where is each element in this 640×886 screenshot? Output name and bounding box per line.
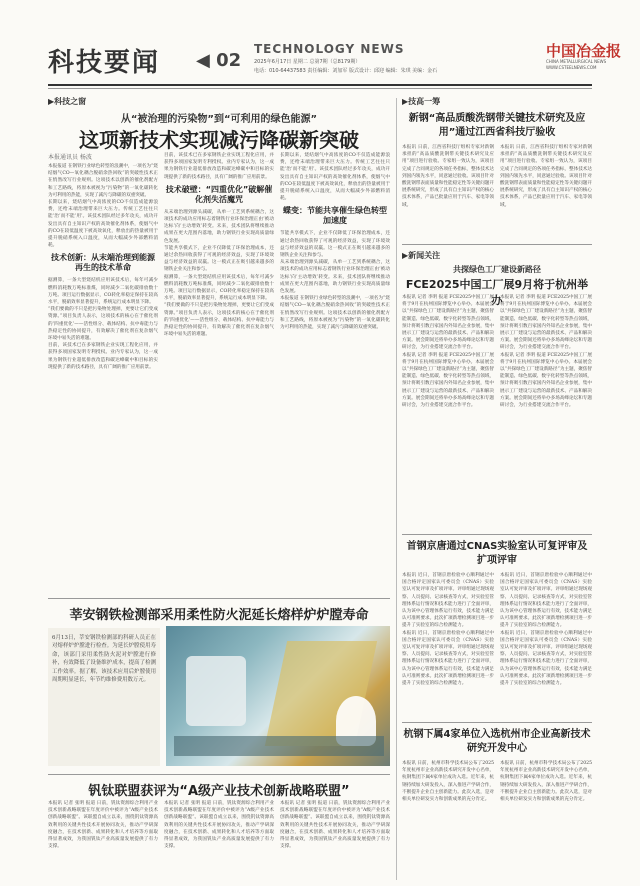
section-tag-right-2: ▶新闻关注 [402, 251, 441, 260]
left-col-2 [164, 152, 274, 582]
right-body-2d: 本报讯 记者 李明 报道 FCE2025中国工厂展将于9月在杭州国际博览中心举办。本届展会以“共探绿色工厂建设新路径”为主题，聚焦智能制造、绿色低碳、数字化转型等热点领域，预计将吸引数百家国内外知名企业参展，集中展示工厂建设与运营的最新技术、产品和解决方案。展会期间还将举办多场高峰论坛和专题研讨会，为行业搭建交流合作平台。 [500, 352, 592, 409]
right-story4-col-2 [500, 760, 592, 880]
right-body-2: 本报讯 记者 李明 报道 FCE2025中国工厂展将于9月在杭州国际博览中心举办。本届展会以“共探绿色工厂建设新路径”为主题，聚焦智能制造、绿色低碳、数字化转型等热点领域，预计将吸引数百家国内外知名企业参展，集中展示工厂建设与运营的最新技术、产品和解决方案。展会期间还将举办多场高峰论坛和专题研讨会，为行业搭建交流合作平台。 [402, 295, 494, 351]
right-story3-columns [402, 572, 592, 718]
right-body-4b: 本报讯 日前，杭州市科学技术局公布了2025年度杭州市企业高新技术研究开发中心名单，杭钢集团下属4家单位成功入选。近年来，杭钢持续加大研发投入，深入推进产学研合作，不断提升企业自主创新能力。此次入选，是对相关单位研发实力和创新成果的充分肯定。 [500, 761, 592, 803]
left-body-a3: 本报报道 在钢铁行业绿色转型的浪潮中，一项名为“烧结烟气CO—氧化耦合脱硝余热回收”的突破性技术正在悄然改写行业规则。这项技术以创新的催化剂配方和工艺路线，将原本被视为“污染物”的一氧化碳转化为可利用的热能，实现了减污与降碳的双重突破。 [280, 296, 390, 331]
left-story-columns [48, 152, 390, 582]
left-body-g: 节能共享模式下，企业不仅降低了环保治理成本，还通过余热回收获得了可观的经济效益，实现了环境效益与经济效益的双赢。这一模式正在吸引越来越多的钢铁企业关注和参与。 [164, 245, 274, 273]
right-story4-columns [402, 760, 592, 880]
bottom-left-body-3: 本报讯 记者 张明 报道 日前，钒钛资源综合利用产业技术创新战略联盟在年度评价中被评为“A级产业技术创新战略联盟”。该联盟自成立以来，围绕钒钛资源高效利用的关键共性技术开展协同攻关，推动产学研深度融合，在技术创新、成果转化和人才培养等方面取得显著成效，为我国钒钛产业高质量发展提供了有力支撑。 [280, 801, 390, 850]
bottom-left-body: 本报讯 记者 张明 报道 日前，钒钛资源综合利用产业技术创新战略联盟在年度评价中被评为“A级产业技术创新战略联盟”。该联盟自成立以来，围绕钒钛资源高效利用的关键共性技术开展协同攻关，推动产学研深度融合，在技术创新、成果转化和人才培养等方面取得显著成效，为我国钒钛产业高质量发展提供了有力支撑。 [48, 801, 158, 850]
left-headline: 这项新技术实现减污降碳新突破 [79, 128, 359, 152]
right-body-3b: 本报讯 近日，首钢京唐检验中心顺利通过中国合格评定国家认可委员会（CNAS）实验室认可复评审及扩项评审。评审组通过现场观察、人员提问、记录核查等方式，对实验室管理体系运行情况和技术能力进行了全面评审，认为该中心管理体系运行有效，技术能力满足认可准则要求。此次扩项新增检测项目进一步提升了实验室的综合检测能力。 [402, 630, 494, 687]
left-body-a: 本报报道 在钢铁行业绿色转型的浪潮中，一项名为“烧结烟气CO—氧化耦合脱硝余热回收”的突破性技术正在悄然改写行业规则。这项技术以创新的催化剂配方和工艺路线，将原本被视为“污染物”的一氧化碳转化为可利用的热能，实现了减污与降碳的双重突破。 [48, 164, 158, 198]
right-story4-col-1 [402, 760, 494, 880]
section-tag-left: ▶科技之窗 [48, 97, 87, 106]
left-body-b2: “我们要做的不只是把污染物处理掉，更要让它们变成资源。”项目负责人表示，这项技术的核心在于催化剂的‘四重优化’——活性组分、载体结构、抗中毒能力与热稳定性的协同提升，有效解决了催化剂在复杂烟气环境中易失活的难题。 [164, 303, 274, 338]
left-author: 本报通讯员 杨波 [48, 154, 92, 161]
column-separator [396, 98, 397, 880]
left-body-e: 目前，该技术已在多家钢铁企业实现工程化应用，并获得多项国家发明专利授权。业内专家认为，这一成果为钢铁行业超低排放改造和碳达峰碳中和目标的实现提供了新的技术路径，具有广阔的推广应用前景。 [164, 153, 274, 180]
bottom-left-columns [48, 800, 390, 880]
right-body-1b: 本报讯 日前，江西省科技厅组织专家对新钢承担的“高品质酸洗钢带关键技术研究及应用”项目进行验收。专家组一致认为，该项目完成了合同规定的各项任务指标，整体技术达到国内领先水平，同意通过验收。该项目针对酸洗钢带表面质量和性能稳定性等关键问题开展系统研究，形成了具有自主知识产权的核心技术体系，产品已批量应用于汽车、家电等领域。 [500, 145, 592, 208]
column-title: 科技要闻 [48, 48, 161, 78]
bottom-left-headline: 钒钛联盟获评为“A级产业技术创新战略联盟” [88, 784, 350, 799]
logo-subtitle [546, 59, 606, 71]
right-kicker-2: 共探绿色工厂建设新路径 [453, 265, 541, 274]
right-body-2c: 本报讯 记者 李明 报道 FCE2025中国工厂展将于9月在杭州国际博览中心举办。本届展会以“共探绿色工厂建设新路径”为主题，聚焦智能制造、绿色低碳、数字化转型等热点领域，预计将吸引数百家国内外知名企业参展，集中展示工厂建设与运营的最新技术、产品和解决方案。展会期间还将举办多场高峰论坛和专题研讨会，为行业搭建交流合作平台。 [500, 295, 592, 351]
photo-furnace [186, 656, 246, 726]
header-info [254, 58, 524, 76]
right-story2-col-2 [500, 294, 592, 530]
right-story3-col-1 [402, 572, 494, 718]
right-divider-2 [402, 534, 592, 535]
left-col-1 [48, 152, 158, 582]
right-body-3c: 本报讯 近日，首钢京唐检验中心顺利通过中国合格评定国家认可委员会（CNAS）实验室认可复评审及扩项评审。评审组通过现场观察、人员提问、记录核查等方式，对实验室管理体系运行情况和技术能力进行了全面评审，认为该中心管理体系运行有效，技术能力满足认可准则要求。此次扩项新增检测项目进一步提升了实验室的综合检测能力。 [500, 573, 592, 629]
page-number: ◀ 02 [196, 50, 242, 71]
right-headline-3: 首钢京唐通过CNAS实验室认可复评审及扩项评审 [406, 541, 588, 566]
photo-caption: 6月13日，莘安钢铁检测部的科研人员正在对熔样炉炉膛进行检查。为延长炉膛使用寿命，该部门采用柔性防火泥对炉膛进行修补，有效降低了设备维护成本，提高了检测工作效率。据了解，该技术应用后炉膛使用周期明显延长，年节约维修费用数万元。 [52, 635, 156, 684]
right-headline-4: 杭钢下属4家单位入选杭州市企业高新技术研究开发中心 [403, 729, 591, 754]
right-body-3d: 本报讯 近日，首钢京唐检验中心顺利通过中国合格评定国家认可委员会（CNAS）实验室认可复评审及扩项评审。评审组通过现场观察、人员提问、记录核查等方式，对实验室管理体系运行情况和技术能力进行了全面评审，认为该中心管理体系运行有效，技术能力满足认可准则要求。此次扩项新增检测项目进一步提升了实验室的综合检测能力。 [500, 630, 592, 687]
left-body-f2: 长期以来，烧结烟气中高浓度的CO不仅造成能源浪费，还给末端治理带来巨大压力。传统工艺往往只能‘治’而不能‘用’。该技术团队经过多年攻关，成功开发出具有自主知识产权的高效催化剂体系，使烟气中的CO在较低温度下被高效氧化，释放出的热量被用于提升脱硝系统入口温度，从而大幅减少外部燃料消耗。 [280, 153, 390, 202]
right-divider-3 [402, 722, 592, 723]
newspaper-logo: 中国冶金报 [546, 42, 622, 60]
left-body-c: 据测算，一条大型烧结机应用该技术后，每年可减少燃料消耗数万吨标准煤，同时减少二氧化碳排放数十万吨。项目运行数据显示，CO转化率稳定保持在较高水平，脱硝效率显著提升，系统运行成本明显下降。 [48, 278, 158, 306]
header-info-line2: 电话：010-64437583 责任编辑：刘加军 版式设计：邱迎 编辑：朱琪 美编：金石 [254, 68, 438, 74]
left-subhead-2: 技术创新：从末端治理到能源再生的技术革命 [51, 253, 155, 273]
left-col-3 [280, 152, 390, 582]
left-body-b: 长期以来，烧结烟气中高浓度的CO不仅造成能源浪费，还给末端治理带来巨大压力。传统工艺往往只能‘治’而不能‘用’。该技术团队经过多年攻关，成功开发出具有自主知识产权的高效催化剂体系，使烟气中的CO在较低温度下被高效氧化，释放出的热量被用于提升脱硝系统入口温度，从而大幅减少外部燃料消耗。 [48, 200, 158, 249]
right-body-3: 本报讯 近日，首钢京唐检验中心顺利通过中国合格评定国家认可委员会（CNAS）实验室认可复评审及扩项评审。评审组通过现场观察、人员提问、记录核查等方式，对实验室管理体系运行情况和技术能力进行了全面评审，认为该中心管理体系运行有效，技术能力满足认可准则要求。此次扩项新增检测项目进一步提升了实验室的综合检测能力。 [402, 573, 494, 629]
logo-sub-english: CHINA METALLURGICAL NEWS [546, 59, 607, 64]
bottom-left-col-2 [164, 800, 274, 880]
left-kicker: 从“被治理的污染物”到“可利用的绿色能源” [120, 114, 318, 125]
bottom-left-body-2: 本报讯 记者 张明 报道 日前，钒钛资源综合利用产业技术创新战略联盟在年度评价中被评为“A级产业技术创新战略联盟”。该联盟自成立以来，围绕钒钛资源高效利用的关键共性技术开展协同攻关，推动产学研深度融合，在技术创新、成果转化和人才培养等方面取得显著成效，为我国钒钛产业高质量发展提供了有力支撑。 [164, 801, 274, 850]
photo-floor [174, 736, 384, 756]
right-body-2b: 本报讯 记者 李明 报道 FCE2025中国工厂展将于9月在杭州国际博览中心举办。本届展会以“共探绿色工厂建设新路径”为主题，聚焦智能制造、绿色低碳、数字化转型等热点领域，预计将吸引数百家国内外知名企业参展，集中展示工厂建设与运营的最新技术、产品和解决方案。展会期间还将举办多场高峰论坛和专题研讨会，为行业搭建交流合作平台。 [402, 352, 494, 409]
right-body-4: 本报讯 日前，杭州市科学技术局公布了2025年度杭州市企业高新技术研究开发中心名单，杭钢集团下属4家单位成功入选。近年来，杭钢持续加大研发投入，深入推进产学研合作，不断提升企业自主创新能力。此次入选，是对相关单位研发实力和创新成果的充分肯定。 [402, 761, 494, 803]
right-divider-1 [402, 244, 592, 245]
right-story1-col-1 [402, 144, 494, 240]
left-divider-2 [48, 774, 390, 775]
right-story2-col-1 [402, 294, 494, 530]
left-body-b-cont: 目前，该技术已在多家钢铁企业实现工程化应用，并获得多项国家发明专利授权。业内专家认为，这一成果为钢铁行业超低排放改造和碳达峰碳中和目标的实现提供了新的技术路径，具有广阔的推广应用前景。 [48, 343, 158, 370]
right-story3-col-2 [500, 572, 592, 718]
left-body-f: 从末端治理到源头减碳，从单一工艺到系统耦合，这项技术的成功应用标志着钢铁行业环保治理正由‘被动达标’向‘主动增效’转变。未来，技术团队将继续推动成果在更大范围内落地，助力钢铁行业实现高质量绿色发展。 [164, 209, 274, 244]
left-body-a2: 据测算，一条大型烧结机应用该技术后，每年可减少燃料消耗数万吨标准煤，同时减少二氧化碳排放数十万吨。项目运行数据显示，CO转化率稳定保持在较高水平，脱硝效率显著提升，系统运行成本明显下降。 [164, 274, 274, 302]
news-photo [166, 626, 390, 766]
bottom-left-col-1 [48, 800, 158, 880]
left-subhead-3: 蝶变：节能共享催生绿色转型加速度 [283, 206, 387, 226]
page-header [0, 0, 640, 88]
right-story1-col-2 [500, 144, 592, 240]
right-story2-columns [402, 294, 592, 530]
header-info-line1: 2025年6月17日 星期二 总第7期（总8179期） [254, 59, 361, 65]
bottom-left-col-3 [280, 800, 390, 880]
section-tag-right-1: ▶技高一筹 [402, 97, 441, 106]
right-story1-columns [402, 144, 592, 240]
left-body-d: “我们要做的不只是把污染物处理掉，更要让它们变成资源。”项目负责人表示，这项技术的核心在于催化剂的‘四重优化’——活性组分、载体结构、抗中毒能力与热稳定性的协同提升，有效解决了催化剂在复杂烟气环境中易失活的难题。 [48, 307, 158, 342]
logo-sub-url: WWW.CSTEELNEWS.COM [546, 65, 597, 70]
left-subhead-1: 技术破壁：“四重优化”破解催化剂失活魔咒 [165, 184, 273, 204]
right-body-1: 本报讯 日前，江西省科技厅组织专家对新钢承担的“高品质酸洗钢带关键技术研究及应用”项目进行验收。专家组一致认为，该项目完成了合同规定的各项任务指标，整体技术达到国内领先水平，同意通过验收。该项目针对酸洗钢带表面质量和性能稳定性等关键问题开展系统研究，形成了具有自主知识产权的核心技术体系，产品已批量应用于汽车、家电等领域。 [402, 145, 494, 208]
photo-story-headline: 莘安钢铁检测部采用柔性防火泥延长熔样炉炉膛寿命 [69, 608, 369, 623]
header-rule-thin [48, 88, 592, 89]
left-body-f3: 从末端治理到源头减碳，从单一工艺到系统耦合，这项技术的成功应用标志着钢铁行业环保治理正由‘被动达标’向‘主动增效’转变。未来，技术团队将继续推动成果在更大范围内落地，助力钢铁行业实现高质量绿色发展。 [280, 260, 390, 295]
section-english-title: TECHNOLOGY NEWS [254, 42, 405, 56]
photo-caption-box [48, 628, 160, 766]
left-body-g2: 节能共享模式下，企业不仅降低了环保治理成本，还通过余热回收获得了可观的经济效益，实现了环境效益与经济效益的双赢。这一模式正在吸引越来越多的钢铁企业关注和参与。 [280, 231, 390, 259]
left-divider-1 [48, 598, 390, 599]
header-rule [48, 84, 592, 86]
right-headline-1: 新钢“高品质酸洗钢带关键技术研究及应用”通过江西省科技厅验收 [408, 113, 586, 138]
right-headline-2: FCE2025中国工厂展9月将于杭州举办 [405, 278, 589, 307]
